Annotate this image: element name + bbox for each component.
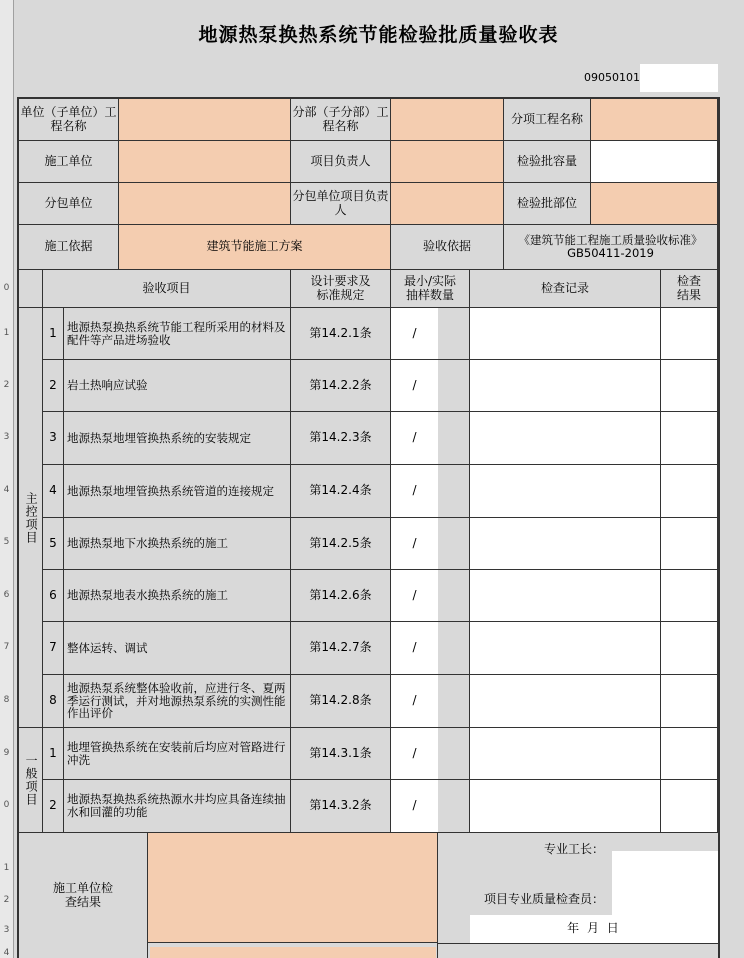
subunit-label: 分部（子分部）工程名称 [291, 99, 391, 141]
item-number: 7 [43, 622, 64, 675]
item-clause: 第14.2.4条 [291, 465, 391, 518]
sample-actual-cell[interactable] [438, 308, 470, 360]
item-number: 5 [43, 518, 64, 570]
record-cell[interactable] [470, 675, 661, 728]
record-col-header: 检查记录 [470, 270, 661, 308]
result-cell[interactable] [661, 412, 718, 465]
row-number: 4 [3, 948, 10, 958]
item-text: 地源热泵地下水换热系统的施工 [64, 518, 291, 570]
sample-cell[interactable]: / [391, 780, 438, 833]
item-text: 岩土热响应试验 [64, 360, 291, 412]
item-text: 地源热泵系统整体验收前，应进行冬、夏两季运行测试，并对地源热泵系统的实测性能作出评价 [64, 675, 291, 728]
basis-value[interactable]: 建筑节能施工方案 [119, 225, 391, 270]
form-code: 09050101 [584, 71, 640, 84]
result-cell[interactable] [661, 675, 718, 728]
row-number: 1 [3, 863, 10, 873]
inspector-label: 项目专业质量检查员： [438, 883, 612, 917]
record-cell[interactable] [470, 412, 661, 465]
subitem-value-cell[interactable] [591, 99, 718, 141]
sample-cell[interactable]: / [391, 728, 438, 780]
sample-actual-cell[interactable] [438, 780, 470, 833]
record-cell[interactable] [470, 360, 661, 412]
item-text: 地源热泵地埋管换热系统管道的连接规定 [64, 465, 291, 518]
item-number: 2 [43, 360, 64, 412]
sample-col-header: 最小/实际抽样数量 [391, 270, 470, 308]
inspector-input[interactable] [612, 885, 718, 915]
row-number: 0 [3, 283, 10, 293]
item-number: 6 [43, 570, 64, 622]
item-number: 1 [43, 728, 64, 780]
constructor-value-cell[interactable] [119, 141, 291, 183]
sample-cell[interactable]: / [391, 360, 438, 412]
subcontractor-value-cell[interactable] [119, 183, 291, 225]
sample-cell[interactable]: / [391, 465, 438, 518]
subcontractor-label: 分包单位 [19, 183, 119, 225]
foreman-label: 专业工长： [438, 833, 612, 867]
item-clause: 第14.3.1条 [291, 728, 391, 780]
record-cell[interactable] [470, 308, 661, 360]
check-result-cell[interactable] [148, 833, 438, 943]
record-cell[interactable] [470, 570, 661, 622]
sample-actual-cell[interactable] [438, 465, 470, 518]
result-cell[interactable] [661, 360, 718, 412]
item-clause: 第14.2.1条 [291, 308, 391, 360]
result-cell[interactable] [661, 308, 718, 360]
row-number: 7 [3, 642, 10, 652]
result-cell[interactable] [661, 570, 718, 622]
subitem-label: 分项工程名称 [504, 99, 591, 141]
row-number: 5 [3, 537, 10, 547]
item-clause: 第14.2.5条 [291, 518, 391, 570]
form-code-input[interactable] [640, 64, 718, 92]
unit-label: 单位（子单位）工程名称 [19, 99, 119, 141]
item-text: 地埋管换热系统在安装前后均应对管路进行冲洗 [64, 728, 291, 780]
record-cell[interactable] [470, 780, 661, 833]
item-number: 8 [43, 675, 64, 728]
item-number: 1 [43, 308, 64, 360]
row-header-strip [0, 0, 14, 958]
date-label: 年 月 日 [470, 915, 718, 943]
row-number: 3 [3, 925, 10, 935]
sample-actual-cell[interactable] [438, 728, 470, 780]
acceptance-basis-value: 《建筑节能工程施工质量验收标准》GB50411-2019 [504, 225, 718, 270]
row-number: 0 [3, 800, 10, 810]
sample-actual-cell[interactable] [438, 412, 470, 465]
subunit-value-cell[interactable] [391, 99, 504, 141]
item-text: 地源热泵地表水换热系统的施工 [64, 570, 291, 622]
item-clause: 第14.3.2条 [291, 780, 391, 833]
basis-label: 施工依据 [19, 225, 119, 270]
item-clause: 第14.2.8条 [291, 675, 391, 728]
group-col-header [19, 270, 43, 308]
item-text: 地源热泵换热系统节能工程所采用的材料及配件等产品进场验收 [64, 308, 291, 360]
row-number: 6 [3, 590, 10, 600]
check-result-label: 施工单位检查结果 [19, 833, 148, 958]
acceptance-basis-label: 验收依据 [391, 225, 504, 270]
item-text: 地源热泵换热系统热源水井均应具备连续抽水和回灌的功能 [64, 780, 291, 833]
record-cell[interactable] [470, 728, 661, 780]
sample-cell[interactable]: / [391, 675, 438, 728]
batch-location-value-cell[interactable] [591, 183, 718, 225]
batch-location-label: 检验批部位 [504, 183, 591, 225]
next-row-cell[interactable] [150, 947, 436, 958]
batch-capacity-label: 检验批容量 [504, 141, 591, 183]
sample-cell[interactable]: / [391, 412, 438, 465]
row-number: 8 [3, 695, 10, 705]
record-cell[interactable] [470, 465, 661, 518]
sample-cell[interactable]: / [391, 518, 438, 570]
item-clause: 第14.2.6条 [291, 570, 391, 622]
item-clause: 第14.2.2条 [291, 360, 391, 412]
result-cell[interactable] [661, 465, 718, 518]
sub-lead-value-cell[interactable] [391, 183, 504, 225]
item-number: 4 [43, 465, 64, 518]
constructor-label: 施工单位 [19, 141, 119, 183]
page-title: 地源热泵换热系统节能检验批质量验收表 [198, 24, 559, 46]
project-lead-value-cell[interactable] [391, 141, 504, 183]
result-cell[interactable] [661, 780, 718, 833]
row-number: 4 [3, 485, 10, 495]
sample-cell[interactable]: / [391, 622, 438, 675]
sample-actual-cell[interactable] [438, 360, 470, 412]
result-col-header: 检查结果 [661, 270, 718, 308]
requirement-col-header: 设计要求及标准规定 [291, 270, 391, 308]
sample-actual-cell[interactable] [438, 518, 470, 570]
row-number: 3 [3, 432, 10, 442]
item-clause: 第14.2.3条 [291, 412, 391, 465]
sample-cell[interactable]: / [391, 570, 438, 622]
row-number: 2 [3, 895, 10, 905]
record-cell[interactable] [470, 622, 661, 675]
project-lead-label: 项目负责人 [291, 141, 391, 183]
sub-lead-label: 分包单位项目负责人 [291, 183, 391, 225]
general-group-label: 一般项目 [19, 728, 43, 833]
item-col-header: 验收项目 [43, 270, 291, 308]
footer-bottom-row [438, 943, 718, 958]
sample-cell[interactable]: / [391, 308, 438, 360]
foreman-input[interactable] [612, 851, 718, 885]
row-number: 2 [3, 380, 10, 390]
main-group-label: 主控项目 [19, 308, 43, 728]
sample-actual-cell[interactable] [438, 570, 470, 622]
batch-capacity-value-cell[interactable] [591, 141, 718, 183]
item-clause: 第14.2.7条 [291, 622, 391, 675]
item-number: 3 [43, 412, 64, 465]
item-text: 地源热泵地埋管换热系统的安装规定 [64, 412, 291, 465]
item-number: 2 [43, 780, 64, 833]
sample-actual-cell[interactable] [438, 622, 470, 675]
sample-actual-cell[interactable] [438, 675, 470, 728]
result-cell[interactable] [661, 518, 718, 570]
result-cell[interactable] [661, 622, 718, 675]
result-cell[interactable] [661, 728, 718, 780]
item-text: 整体运转、调试 [64, 622, 291, 675]
row-number: 9 [3, 748, 10, 758]
row-number: 1 [3, 328, 10, 338]
unit-value-cell[interactable] [119, 99, 291, 141]
record-cell[interactable] [470, 518, 661, 570]
